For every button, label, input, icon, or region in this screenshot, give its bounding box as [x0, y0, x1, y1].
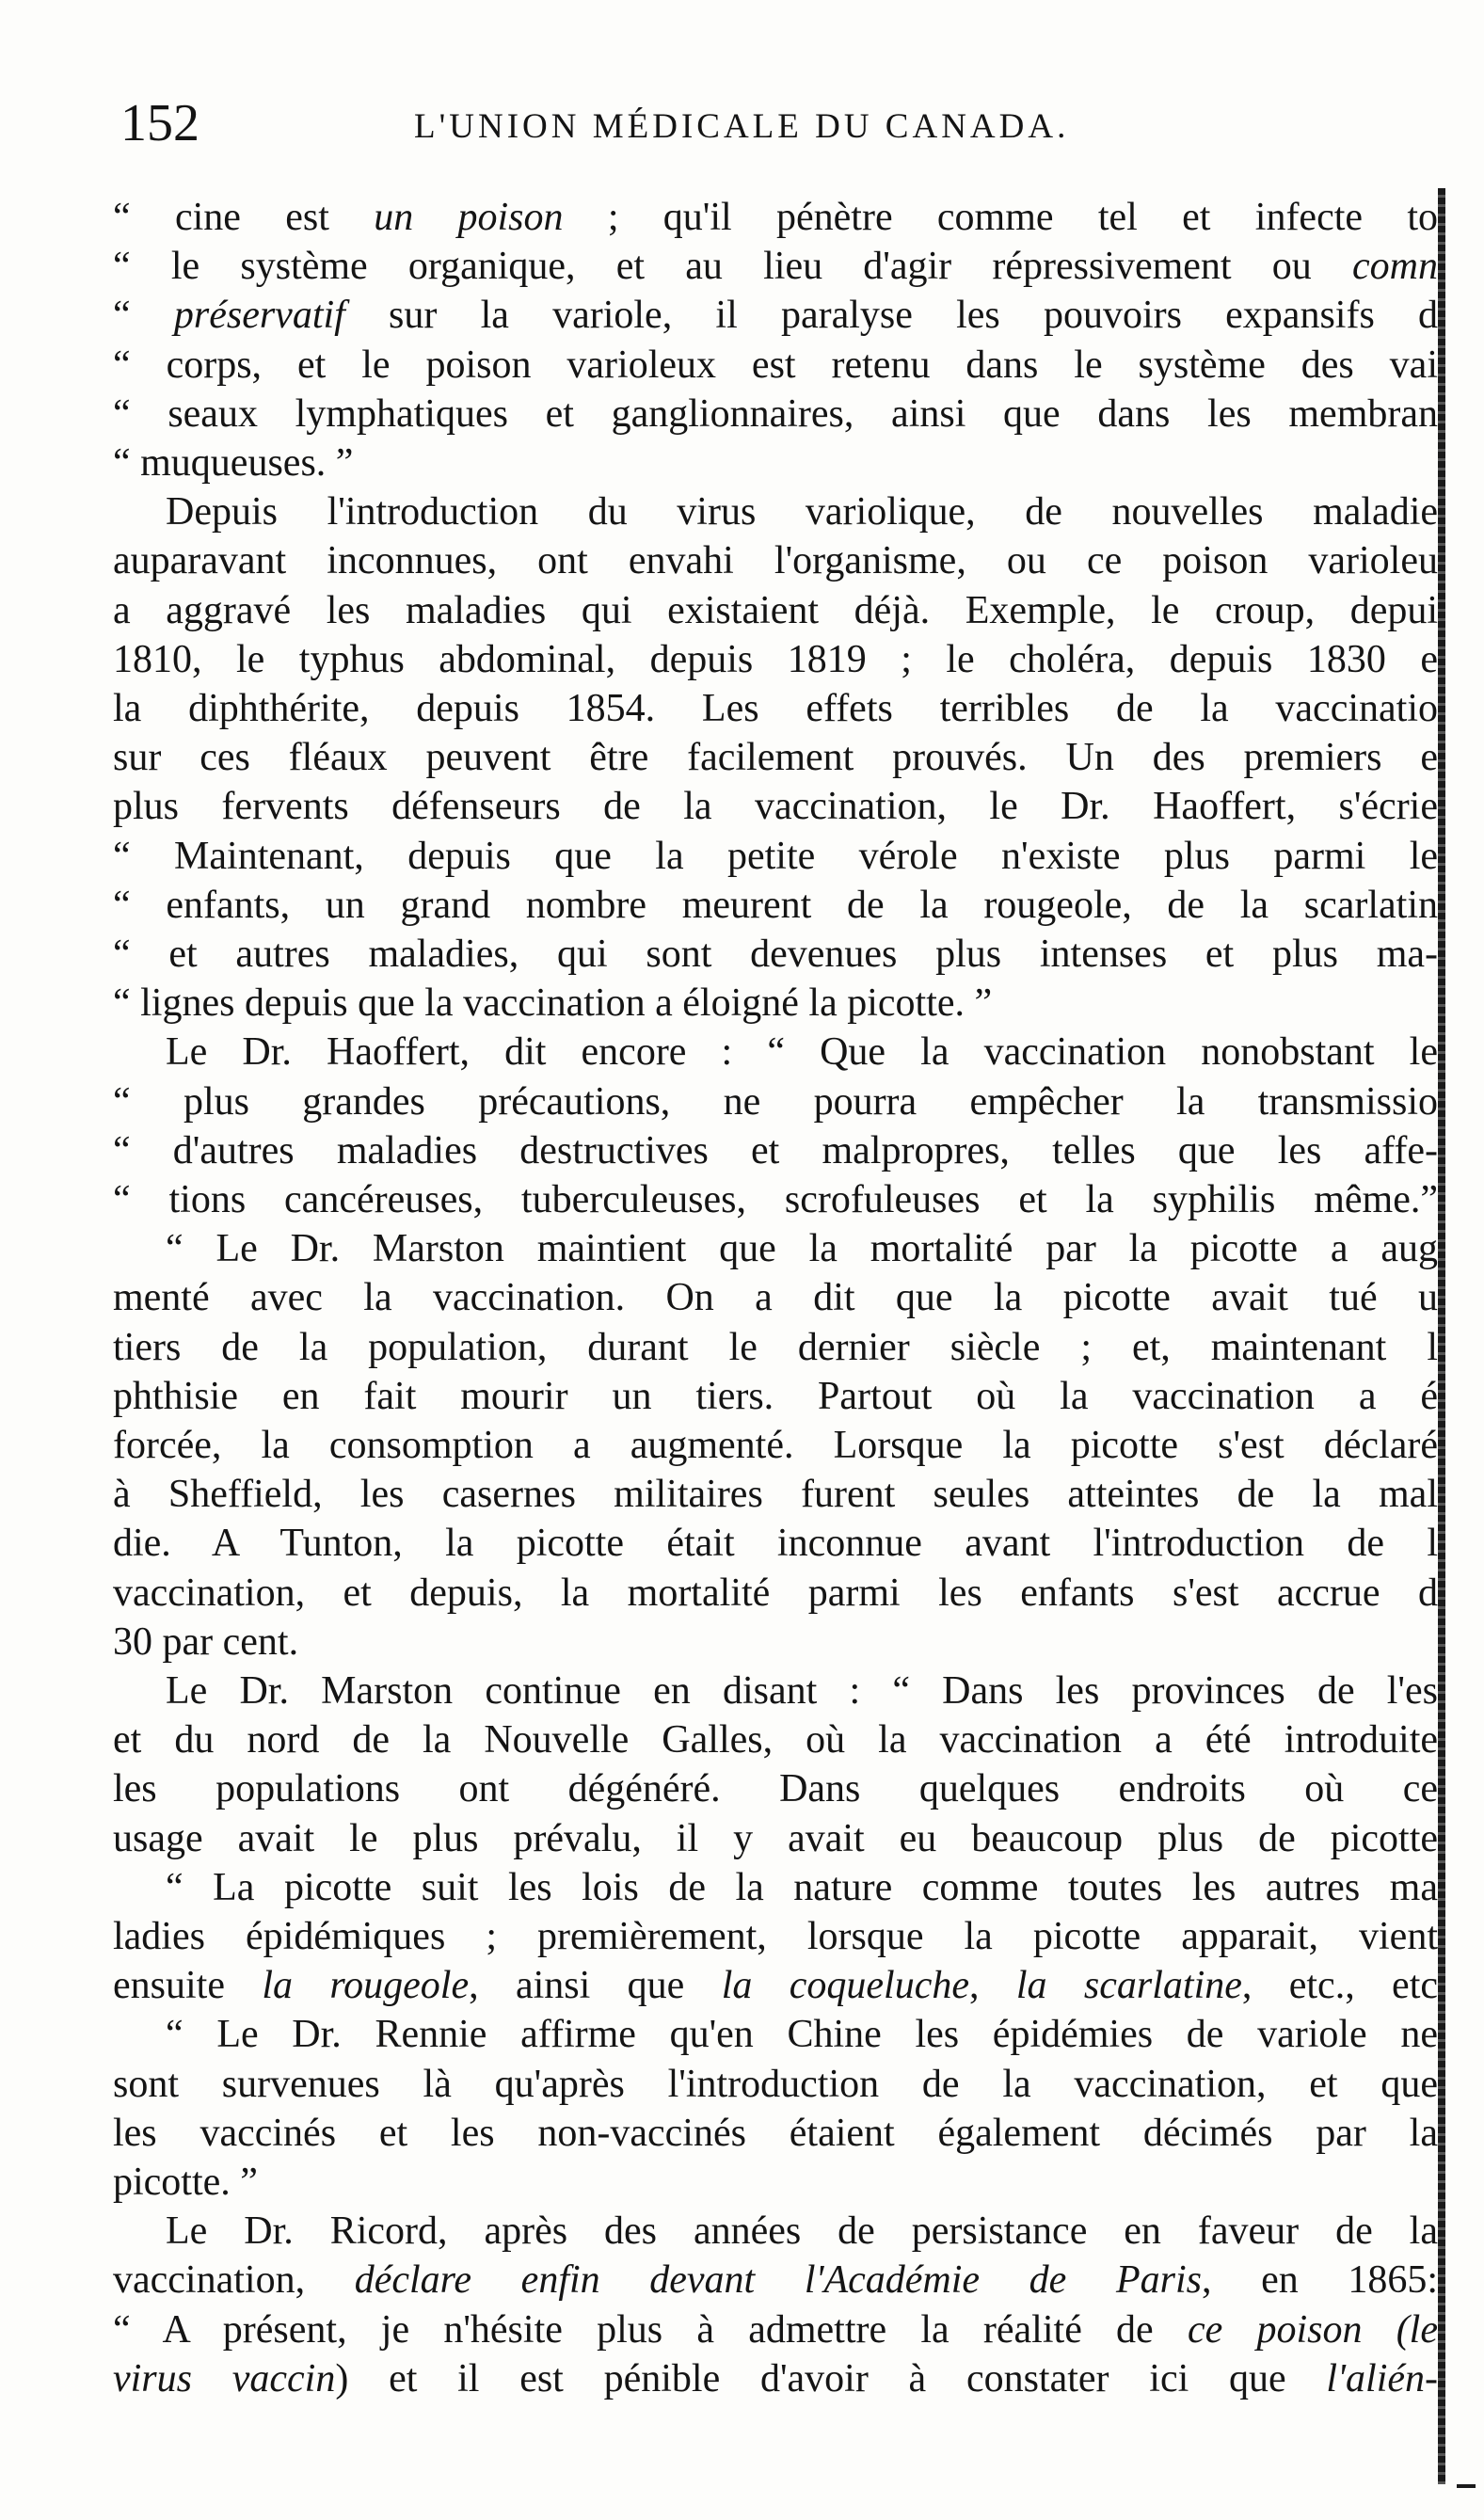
text-line: [113, 586, 1438, 635]
italic-text: l'alién-: [1326, 2357, 1438, 2400]
italic-text: déclare enfin devant l'Académie de Paris: [354, 2258, 1202, 2302]
text-line: [113, 1421, 1438, 1470]
text-line: [113, 1764, 1438, 1813]
text-line: [113, 193, 1438, 242]
text-run: “ Le Dr. Marston maintient que la mortalité par la picotte a aug: [166, 1227, 1438, 1270]
text-run: a aggravé les maladies qui existaient déjà. Exemple, le croup, depui: [113, 589, 1438, 632]
text-run: “ Le Dr. Rennie affirme qu'en Chine les épidémies de variole ne: [166, 2013, 1438, 2056]
text-line: [113, 390, 1438, 439]
text-run: usage avait le plus prévalu, il y avait eu beaucoup plus de picotte: [113, 1817, 1438, 1860]
page-number: 152: [120, 94, 199, 152]
text-run: sont survenues là qu'après l'introduction de la vaccination, et que: [113, 2063, 1438, 2106]
text-run: Le Dr. Marston continue en disant : “ Dans les provinces de l'es: [166, 1669, 1438, 1713]
text-line: [113, 2305, 1438, 2354]
text-run: , en 1865:: [1201, 2258, 1438, 2302]
text-run: ensuite: [113, 1964, 263, 2007]
text-line: [113, 2060, 1438, 2109]
text-run: les populations ont dégénéré. Dans quelques endroits où ce: [113, 1767, 1438, 1810]
text-run: phthisie en fait mourir un tiers. Partout où la vaccination a é: [113, 1375, 1438, 1418]
text-line: [113, 2207, 1438, 2256]
text-run: ,: [968, 1964, 1016, 2007]
text-line: [113, 487, 1438, 536]
text-line: [113, 1519, 1438, 1568]
text-line: [113, 1224, 1438, 1273]
text-line: [113, 2109, 1438, 2158]
text-run: et du nord de la Nouvelle Galles, où la vaccination a été introduite: [113, 1718, 1438, 1762]
text-line: [113, 881, 1438, 930]
text-line: [113, 1126, 1438, 1175]
text-run: Le Dr. Ricord, après des années de persistance en faveur de la: [166, 2209, 1438, 2253]
text-run: “ A présent, je n'hésite plus à admettre la réalité de: [113, 2308, 1188, 2352]
text-line: [113, 536, 1438, 585]
text-line: [113, 733, 1438, 782]
text-run: “ et autres maladies, qui sont devenues plus intenses et plus ma-: [113, 933, 1438, 976]
text-line: [113, 1961, 1438, 2010]
text-run: picotte. ”: [113, 2161, 258, 2204]
binding-edge: [1438, 188, 1445, 2484]
text-line: [113, 1569, 1438, 1618]
text-line: [113, 2010, 1438, 2059]
text-run: à Sheffield, les casernes militaires furent seules atteintes de la mal: [113, 1473, 1438, 1516]
text-line: [113, 2158, 1438, 2207]
italic-text: préservatif: [173, 294, 345, 337]
italic-text: virus vaccin: [113, 2357, 336, 2400]
text-run: auparavant inconnues, ont envahi l'organisme, ou ce poison varioleu: [113, 539, 1438, 582]
text-run: “ seaux lymphatiques et ganglionnaires, ainsi que dans les membran: [113, 392, 1438, 436]
text-run: la diphthérite, depuis 1854. Les effets terribles de la vaccinatio: [113, 687, 1438, 730]
text-run: “ corps, et le poison varioleux est retenu dans le système des vai: [113, 343, 1438, 387]
text-line: [113, 1618, 1438, 1667]
text-line: [113, 1028, 1438, 1077]
text-line: [113, 1814, 1438, 1863]
text-line: [113, 1372, 1438, 1421]
text-run: “ Maintenant, depuis que la petite vérole n'existe plus parmi le: [113, 835, 1438, 878]
page-header: [0, 90, 1484, 156]
text-run: Le Dr. Haoffert, dit encore : “ Que la vaccination nonobstant le: [166, 1030, 1438, 1074]
text-run: menté avec la vaccination. On a dit que la picotte avait tué u: [113, 1276, 1438, 1319]
italic-text: la scarlatine: [1015, 1964, 1242, 2007]
text-run: tiers de la population, durant le dernier siècle ; et, maintenant l: [113, 1326, 1438, 1369]
text-line: [113, 782, 1438, 831]
running-head: L'UNION MÉDICALE DU CANADA.: [414, 107, 1070, 146]
text-run: ladies épidémiques ; premièrement, lorsque la picotte apparait, vient: [113, 1915, 1438, 1958]
text-line: [113, 1077, 1438, 1126]
text-run: “: [113, 294, 174, 337]
body-text: [113, 193, 1438, 2498]
text-line: [113, 439, 1438, 487]
text-run: , etc., etc: [1241, 1964, 1438, 2007]
text-run: “ le système organique, et au lieu d'agir répressivement ou: [113, 245, 1353, 288]
italic-text: la coqueluche: [721, 1964, 969, 2007]
page-corner-mark: [1457, 2484, 1476, 2488]
text-run: die. A Tunton, la picotte était inconnue avant l'introduction de l: [113, 1522, 1438, 1565]
text-run: Depuis l'introduction du virus variolique, de nouvelles maladie: [166, 490, 1438, 534]
text-run: “ La picotte suit les lois de la nature comme toutes les autres ma: [166, 1866, 1438, 1909]
text-run: forcée, la consomption a augmenté. Lorsque la picotte s'est déclaré: [113, 1424, 1438, 1467]
text-line: [113, 2256, 1438, 2305]
italic-text: la rougeole: [262, 1964, 470, 2007]
text-line: [113, 1912, 1438, 1961]
text-line: [113, 1175, 1438, 1224]
text-run: “ tions cancéreuses, tuberculeuses, scrofuleuses et la syphilis même.”: [113, 1178, 1438, 1221]
italic-text: ce poison (le: [1187, 2308, 1438, 2352]
text-line: [113, 635, 1438, 684]
italic-text: comn: [1352, 245, 1438, 288]
text-line: [113, 1863, 1438, 1912]
text-line: [113, 832, 1438, 881]
text-run: ) et il est pénible d'avoir à constater ici que: [335, 2357, 1327, 2400]
text-run: “ lignes depuis que la vaccination a éloigné la picotte. ”: [113, 981, 993, 1025]
text-line: [113, 2354, 1438, 2403]
text-line: [113, 341, 1438, 390]
text-run: les vaccinés et les non-vaccinés étaient également décimés par la: [113, 2112, 1438, 2155]
text-run: ; qu'il pénètre comme tel et infecte to: [563, 196, 1438, 239]
text-line: [113, 1323, 1438, 1372]
italic-text: un poison: [374, 196, 564, 239]
text-line: [113, 979, 1438, 1028]
text-run: 1810, le typhus abdominal, depuis 1819 ; le choléra, depuis 1830 e: [113, 638, 1438, 681]
text-run: sur la variole, il paralyse les pouvoirs expansifs d: [344, 294, 1438, 337]
text-line: [113, 1470, 1438, 1519]
text-run: , ainsi que: [469, 1964, 722, 2007]
text-run: plus fervents défenseurs de la vaccination, le Dr. Haoffert, s'écrie: [113, 785, 1438, 828]
text-run: vaccination,: [113, 2258, 355, 2302]
text-line: [113, 242, 1438, 291]
text-line: [113, 930, 1438, 979]
text-run: “ muqueuses. ”: [113, 441, 354, 485]
text-run: “ cine est: [113, 196, 375, 239]
text-run: vaccination, et depuis, la mortalité parmi les enfants s'est accrue d: [113, 1571, 1438, 1615]
text-line: [113, 1667, 1438, 1715]
text-line: [113, 684, 1438, 733]
text-run: “ d'autres maladies destructives et malpropres, telles que les affe-: [113, 1129, 1438, 1172]
text-run: 30 par cent.: [113, 1620, 299, 1664]
text-line: [113, 291, 1438, 340]
text-line: [113, 1273, 1438, 1322]
text-line: [113, 1715, 1438, 1764]
text-run: “ enfants, un grand nombre meurent de la rougeole, de la scarlatin: [113, 884, 1438, 927]
text-run: sur ces fléaux peuvent être facilement prouvés. Un des premiers e: [113, 736, 1438, 779]
text-run: “ plus grandes précautions, ne pourra empêcher la transmissio: [113, 1080, 1438, 1124]
